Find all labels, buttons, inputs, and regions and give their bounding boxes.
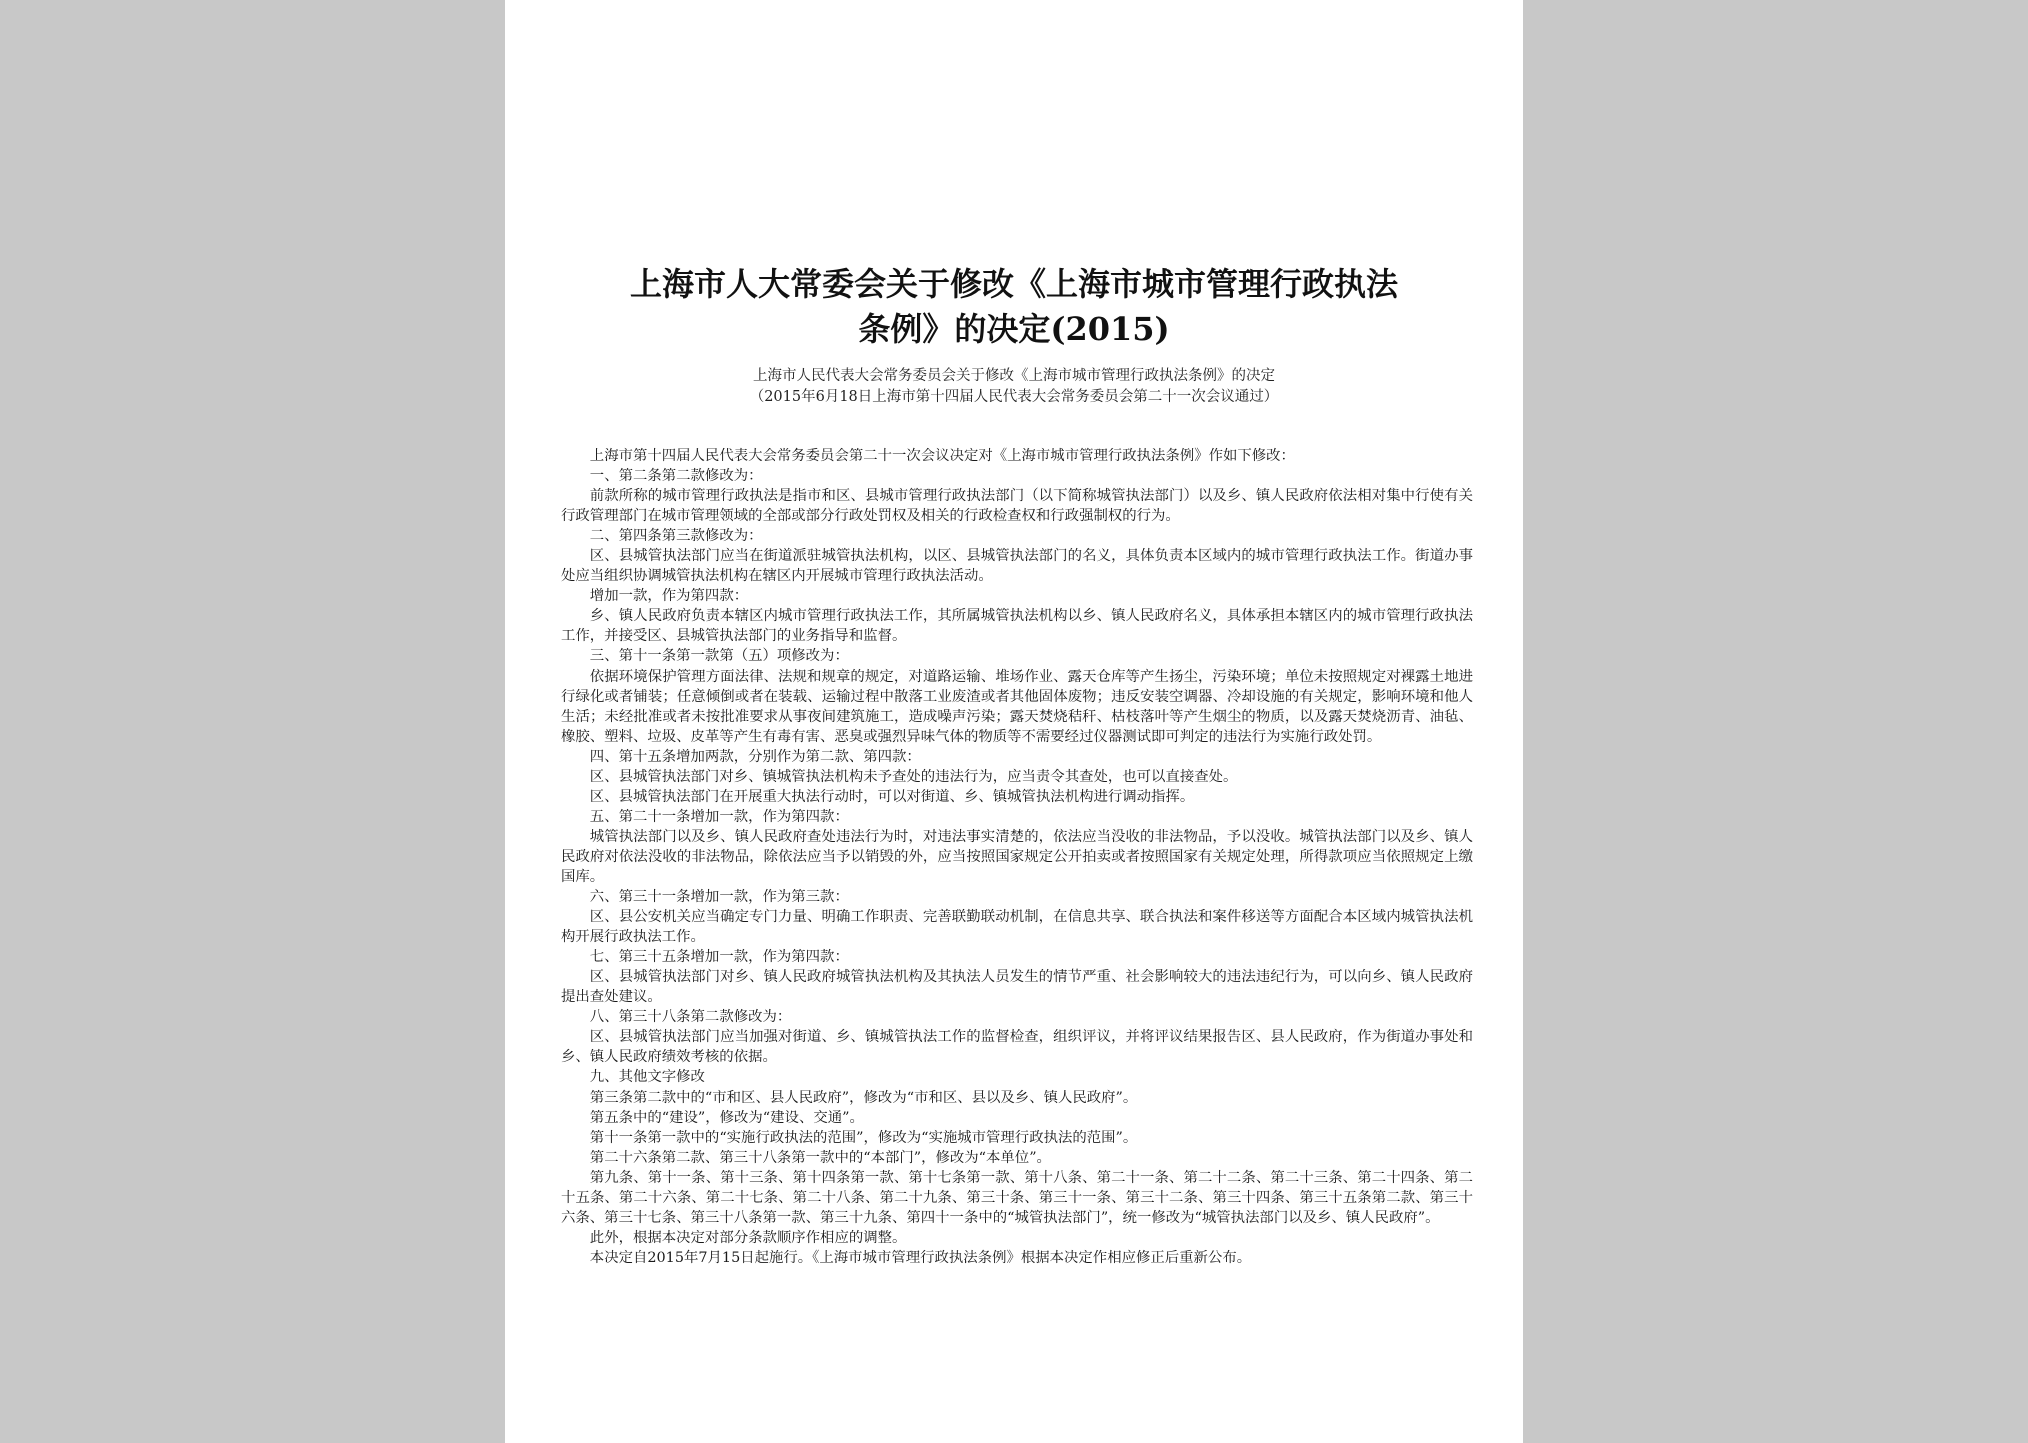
document-subtitle [505,366,1523,408]
subtitle-line-2: （2015年6月18日上海市第十四届人民代表大会常务委员会第二十一次会议通过） [749,389,1279,405]
title-line-2: 条例》的决定(2015) [858,310,1170,348]
paragraph: 九、其他文字修改 [589,1069,705,1086]
paragraph: 本决定自2015年7月15日起施行。《上海市城市管理行政执法条例》根据本决定作相应修正后重新公布。 [589,1249,1252,1266]
paragraph: 增加一款，作为第四款： [589,588,749,605]
title-line-1: 上海市人大常委会关于修改《上海市城市管理行政执法 [629,265,1398,303]
paragraph: 第十一条第一款中的“实施行政执法的范围”，修改为“实施城市管理行政执法的范围”。 [589,1129,1138,1146]
paragraph: 第五条中的“建设”，修改为“建设、交通”。 [589,1109,864,1126]
paragraph: 一、第二条第二款修改为： [589,468,763,485]
paragraph: 七、第三十五条增加一款，作为第四款： [589,949,849,966]
paragraph: 依据环境保护管理方面法律、法规和规章的规定，对道路运输、堆场作业、露天仓库等产生扬尘，污染环境；单位未按照规定对裸露土地进行绿化或者铺装；任意倾倒或者在装载、运输过程中散落工业废渣或者其他固体废物；违反安装空调器、冷却设施的有关规定，影响环境和他人生活；未经批准或者未按批准要求从事夜间建筑施工，造成噪声污染；露天焚烧秸秆、枯枝落叶等产生烟尘的物质，以及露天焚烧沥青、油毡、橡胶、塑料、垃圾、皮革等产生有毒有害、恶臭或强烈异味气体的物质等不需要经过仪器测试即可判定的违法行为实施行政处罚。 [561,668,1473,745]
paragraph: 第三条第二款中的“市和区、县人民政府”，修改为“市和区、县以及乡、镇人民政府”。 [589,1089,1138,1106]
paragraph: 城管执法部门以及乡、镇人民政府查处违法行为时，对违法事实清楚的，依法应当没收的非法物品，予以没收。城管执法部门以及乡、镇人民政府对依法没收的非法物品，除依法应当予以销毁的外，应当按照国家规定公开拍卖或者按照国家有关规定处理，所得款项应当依照规定上缴国库。 [561,828,1473,885]
paragraph: 六、第三十一条增加一款，作为第三款： [589,889,849,906]
document-body [561,446,1473,1268]
paragraph: 区、县城管执法部门在开展重大执法行动时，可以对街道、乡、镇城管执法机构进行调动指挥。 [589,788,1195,805]
paragraph: 区、县城管执法部门对乡、镇人民政府城管执法机构及其执法人员发生的情节严重、社会影响较大的违法违纪行为，可以向乡、镇人民政府提出查处建议。 [561,969,1473,1006]
paragraph: 前款所称的城市管理行政执法是指市和区、县城市管理行政执法部门（以下简称城管执法部门）以及乡、镇人民政府依法相对集中行使有关行政管理部门在城市管理领域的全部或部分行政处罚权及相关的行政检查权和行政强制权的行为。 [561,488,1473,525]
paragraph: 四、第十五条增加两款，分别作为第二款、第四款： [589,748,921,765]
paragraph: 五、第二十一条增加一款，作为第四款： [589,808,849,825]
paragraph: 区、县城管执法部门应当加强对街道、乡、镇城管执法工作的监督检查，组织评议，并将评议结果报告区、县人民政府，作为街道办事处和乡、镇人民政府绩效考核的依据。 [561,1029,1473,1066]
paragraph: 三、第十一条第一款第（五）项修改为： [589,648,849,665]
document-page [505,0,1523,1443]
document-title [505,262,1523,352]
paragraph: 区、县城管执法部门应当在街道派驻城管执法机构，以区、县城管执法部门的名义，具体负责本区域内的城市管理行政执法工作。街道办事处应当组织协调城管执法机构在辖区内开展城市管理行政执法活动。 [561,548,1473,585]
paragraph: 区、县城管执法部门对乡、镇城管执法机构未予查处的违法行为，应当责令其查处，也可以直接查处。 [589,768,1238,785]
paragraph: 此外，根据本决定对部分条款顺序作相应的调整。 [589,1229,907,1246]
paragraph: 区、县公安机关应当确定专门力量、明确工作职责、完善联勤联动机制，在信息共享、联合执法和案件移送等方面配合本区域内城管执法机构开展行政执法工作。 [561,909,1473,946]
paragraph: 八、第三十八条第二款修改为： [589,1009,792,1026]
paragraph: 第二十六条第二款、第三十八条第一款中的“本部门”，修改为“本单位”。 [589,1149,1051,1166]
paragraph: 第九条、第十一条、第十三条、第十四条第一款、第十七条第一款、第十八条、第二十一条、第二十二条、第二十三条、第二十四条、第二十五条、第二十六条、第二十七条、第二十八条、第二十九条、第三十条、第三十一条、第三十二条、第三十四条、第三十五条第二款、第三十六条、第三十七条、第三十八条第一款、第三十九条、第四十一条中的“城管执法部门”，统一修改为“城管执法部门以及乡、镇人民政府”。 [561,1169,1473,1226]
subtitle-line-1: 上海市人民代表大会常务委员会关于修改《上海市城市管理行政执法条例》的决定 [753,368,1275,384]
paragraph: 二、第四条第三款修改为： [589,528,763,545]
paragraph: 乡、镇人民政府负责本辖区内城市管理行政执法工作，其所属城管执法机构以乡、镇人民政府名义，具体承担本辖区内的城市管理行政执法工作，并接受区、县城管执法部门的业务指导和监督。 [561,608,1473,645]
paragraph: 上海市第十四届人民代表大会常务委员会第二十一次会议决定对《上海市城市管理行政执法条例》作如下修改： [589,448,1295,464]
